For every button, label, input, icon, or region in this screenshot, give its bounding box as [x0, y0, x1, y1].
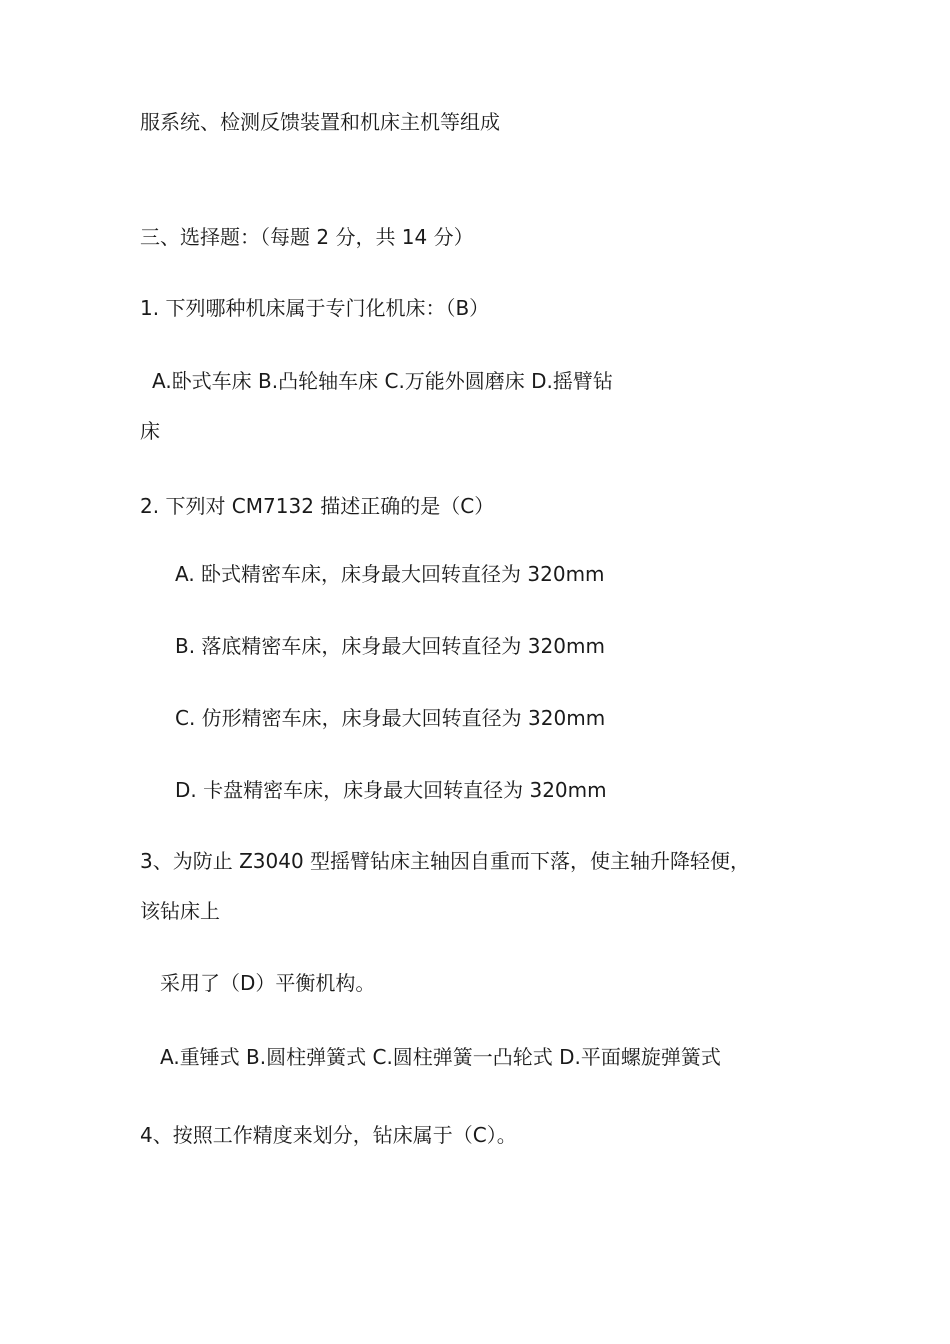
text-line-continuation: 服系统、检测反馈装置和机床主机等组成 [140, 110, 500, 134]
question-1-options: A.卧式车床 B.凸轮轴车床 C.万能外圆磨床 D.摇臂钻 [152, 369, 613, 393]
section-heading-choice-questions: 三、选择题：（每题 2 分，共 14 分） [140, 225, 474, 249]
question-2-option-d: D. 卡盘精密车床，床身最大回转直径为 320mm [175, 778, 607, 802]
question-3-wrap: 该钻床上 [140, 899, 220, 923]
question-2-option-c: C. 仿形精密车床，床身最大回转直径为 320mm [175, 706, 606, 730]
question-2: 2. 下列对 CM7132 描述正确的是（C） [140, 494, 495, 518]
question-2-option-b: B. 落底精密车床，床身最大回转直径为 320mm [175, 634, 605, 658]
question-2-option-a: A. 卧式精密车床，床身最大回转直径为 320mm [175, 562, 605, 586]
question-3-continuation: 采用了（D）平衡机构。 [160, 971, 376, 995]
question-3-options: A.重锤式 B.圆柱弹簧式 C.圆柱弹簧一凸轮式 D.平面螺旋弹簧式 [160, 1045, 721, 1069]
question-3: 3、为防止 Z3040 型摇臂钻床主轴因自重而下落，使主轴升降轻便， [140, 849, 751, 873]
question-1: 1. 下列哪种机床属于专门化机床：（B） [140, 296, 490, 320]
question-1-options-wrap: 床 [140, 419, 160, 443]
question-4: 4、按照工作精度来划分，钻床属于（C）。 [140, 1123, 517, 1147]
